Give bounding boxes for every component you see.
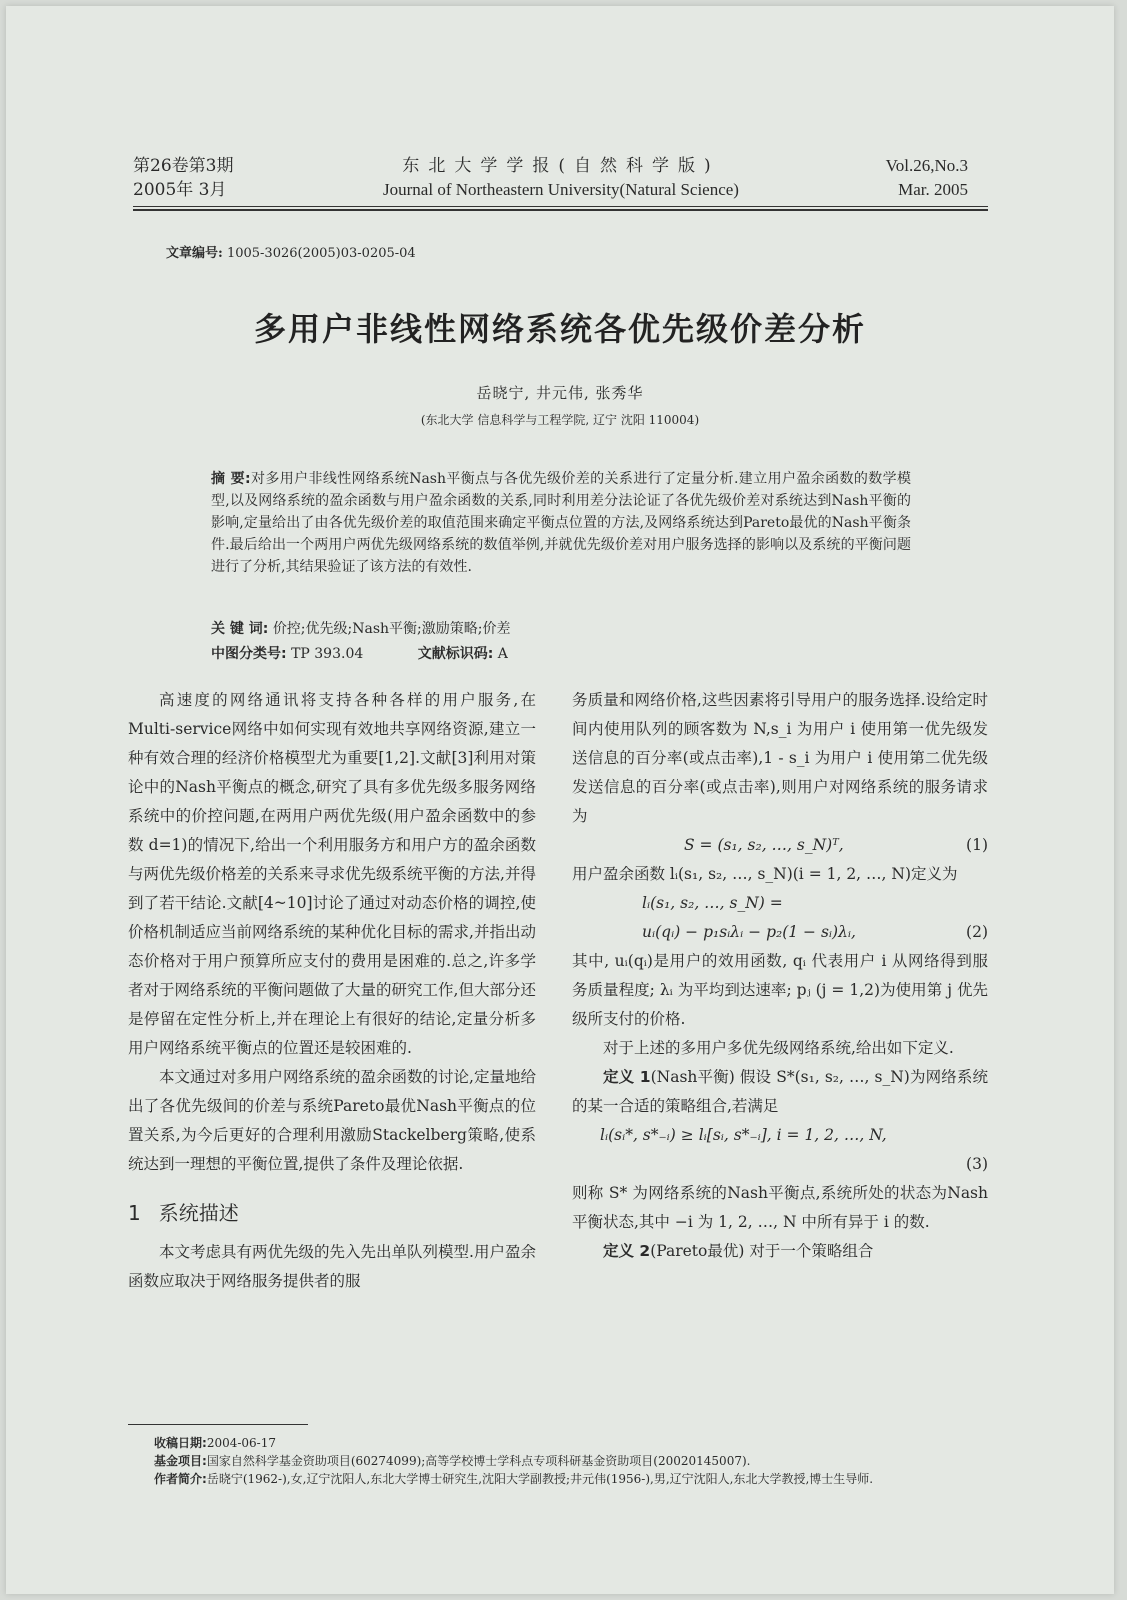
classification [211, 643, 508, 663]
volume-info [886, 154, 968, 202]
abstract [211, 468, 911, 578]
paper-authors: 岳晓宁, 井元伟, 张秀华 [476, 384, 644, 402]
article-number-label: 文章编号: [166, 246, 223, 261]
equation-3-body: lᵢ(sᵢ*, s*₋ᵢ) ≥ lᵢ[sᵢ, s*₋ᵢ], i = 1, 2, …, N, [600, 1126, 887, 1144]
equation-1 [572, 831, 988, 860]
equation-1-number: (1) [966, 836, 988, 854]
equation-2-number: (2) [966, 923, 988, 941]
journal-page [6, 6, 1114, 1594]
equation-3-number: (3) [966, 1155, 988, 1173]
right-column [572, 686, 988, 1266]
model-paragraph: 务质量和网络价格,这些因素将引导用户的服务选择.设给定时间内使用队列的顾客数为 N,s_i 为用户 i 使用第一优先级发送信息的百分率(或点击率),1 - s_i 为用户 i 使用第二优先级发送信息的百分率(或点击率),则用户对网络系统的服务请求为 [572, 691, 988, 825]
equation-2-line-1 [572, 889, 988, 918]
abstract-label: 摘 要: [211, 471, 251, 487]
utility-paragraph: 其中, uᵢ(qᵢ)是用户的效用函数, qᵢ 代表用户 i 从网络得到服务质量程度; λᵢ 为平均到达速率; pⱼ (j = 1,2)为使用第 j 优先级所支付的价格. [572, 952, 988, 1028]
section-title: 系统描述 [158, 1201, 239, 1225]
author-bio-label: 作者简介: [154, 1472, 207, 1486]
author-bio-value: 岳晓宁(1962-),女,辽宁沈阳人,东北大学博士研究生,沈阳大学副教授;井元伟(1956-),男,辽宁沈阳人,东北大学教授,博士生导师. [206, 1472, 874, 1486]
clc-value: TP 393.04 [291, 646, 364, 662]
journal-name-en: Journal of Northeastern University(Natural Science) [383, 180, 739, 199]
definition-2 [572, 1237, 988, 1266]
paper-title: 多用户非线性网络系统各优先级价差分析 [253, 310, 866, 348]
header-rule [133, 206, 988, 207]
received-value: 2004-06-17 [206, 1436, 276, 1450]
footnotes [154, 1434, 984, 1488]
footnote-rule [128, 1424, 308, 1425]
definition-1-text: (Nash平衡) 假设 S*(s₁, s₂, …, s_N)为网络系统的某一合适的策略组合,若满足 [572, 1068, 988, 1115]
abstract-text: 对多用户非线性网络系统Nash平衡点与各优先级价差的关系进行了定量分析.建立用户盈余函数的数学模型,以及网络系统的盈余函数与用户盈余函数的关系,同时利用差分法论证了各优先级价差对系统达到Nash平衡的影响,定量给出了由各优先级价差的取值范围来确定平衡点位置的方法,及网络系统达到Pareto最优的Nash平衡条件.最后给出一个两用户两优先级网络系统的数值举例,并就优先级价差对用户服务选择的影响以及系统的平衡问题进行了分析,其结果验证了该方法的有效性. [211, 471, 911, 575]
article-number [166, 242, 416, 261]
keywords-value: 价控;优先级;Nash平衡;激励策略;价差 [272, 621, 511, 637]
surplus-def-paragraph: 用户盈余函数 lᵢ(s₁, s₂, …, s_N)(i = 1, 2, …, N)定义为 [572, 865, 958, 883]
footnote-received [154, 1434, 984, 1452]
keywords-label: 关 键 词: [211, 621, 269, 637]
journal-name-cn: 东北大学学报(自然科学版) [402, 156, 720, 176]
definition-2-text: (Pareto最优) 对于一个策略组合 [650, 1242, 874, 1260]
intro-paragraph-1: 高速度的网络通讯将支持各种各样的用户服务,在Multi-service网络中如何实现有效地共享网络资源,建立一种有效合理的经济价格模型尤为重要[1,2].文献[3]利用对策论中的Nash平衡点的概念,研究了具有多优先级多服务网络系统中的价控问题,在两用户两优先级(用户盈余函数中的参数 d=1)的情况下,给出一个利用服务方和用户方的盈余函数与两优先级价格差的关系来寻求优先级系统平衡的方法,并得到了若干结论.文献[4~10]讨论了通过对动态价格的调控,使价格机制适应当前网络系统的某种优化目标的需求,并指出动态价格对于用户预算所应支付的费用是困难的.总之,许多学者对于网络系统的平衡问题做了大量的研究工作,但大部分还是停留在定性分析上,并在理论上有很好的结论,定量分析多用户网络系统平衡点的位置还是较困难的. [128, 691, 536, 1057]
issue-info [133, 154, 233, 202]
keywords [211, 618, 510, 638]
header-rule-thick [133, 209, 988, 211]
footnote-fund [154, 1452, 984, 1470]
section-number: 1 [128, 1201, 141, 1225]
equation-2-line-2 [572, 918, 988, 947]
issue-cn: 第26卷第3期 [133, 156, 234, 176]
definition-1 [572, 1063, 988, 1121]
equation-2-rhs: uᵢ(qᵢ) − p₁sᵢλᵢ − p₂(1 − sᵢ)λᵢ, [642, 923, 856, 941]
date-cn: 2005年 3月 [133, 180, 227, 200]
left-column [128, 686, 536, 1296]
section-heading [128, 1199, 536, 1228]
definition-intro: 对于上述的多用户多优先级网络系统,给出如下定义. [603, 1039, 954, 1057]
equation-3 [572, 1121, 988, 1150]
article-number-value: 1005-3026(2005)03-0205-04 [226, 246, 416, 261]
nash-conclusion-paragraph: 则称 S* 为网络系统的Nash平衡点,系统所处的状态为Nash平衡状态,其中 −i 为 1, 2, …, N 中所有异于 i 的数. [572, 1184, 988, 1231]
intro-paragraph-2: 本文通过对多用户网络系统的盈余函数的讨论,定量地给出了各优先级间的价差与系统Pareto最优Nash平衡点的位置关系,为今后更好的合理利用激励Stackelberg策略,使系统达到一理想的平衡位置,提供了条件及理论依据. [128, 1068, 536, 1173]
equation-1-body: S = (s₁, s₂, …, s_N)ᵀ, [684, 836, 844, 854]
footnote-author [154, 1470, 984, 1488]
fund-value: 国家自然科学基金资助项目(60274099);高等学校博士学科点专项科研基金资助项目(20020145007). [206, 1454, 751, 1468]
clc-label: 中图分类号: [211, 646, 287, 662]
journal-name [336, 154, 786, 202]
section-paragraph: 本文考虑具有两优先级的先入先出单队列模型.用户盈余函数应取决于网络服务提供者的服 [128, 1243, 536, 1290]
received-label: 收稿日期: [154, 1436, 207, 1450]
vol-en: Vol.26,No.3 [885, 156, 968, 175]
author-affiliation: (东北大学 信息科学与工程学院, 辽宁 沈阳 110004) [420, 413, 700, 427]
date-en: Mar. 2005 [898, 180, 968, 199]
fund-label: 基金项目: [154, 1454, 207, 1468]
doc-code-label: 文献标识码: [417, 646, 494, 662]
doc-code-value: A [497, 646, 508, 662]
equation-2-lhs: lᵢ(s₁, s₂, …, s_N) = [642, 894, 783, 912]
definition-1-label: 定义 1 [603, 1068, 651, 1086]
definition-2-label: 定义 2 [603, 1242, 651, 1260]
